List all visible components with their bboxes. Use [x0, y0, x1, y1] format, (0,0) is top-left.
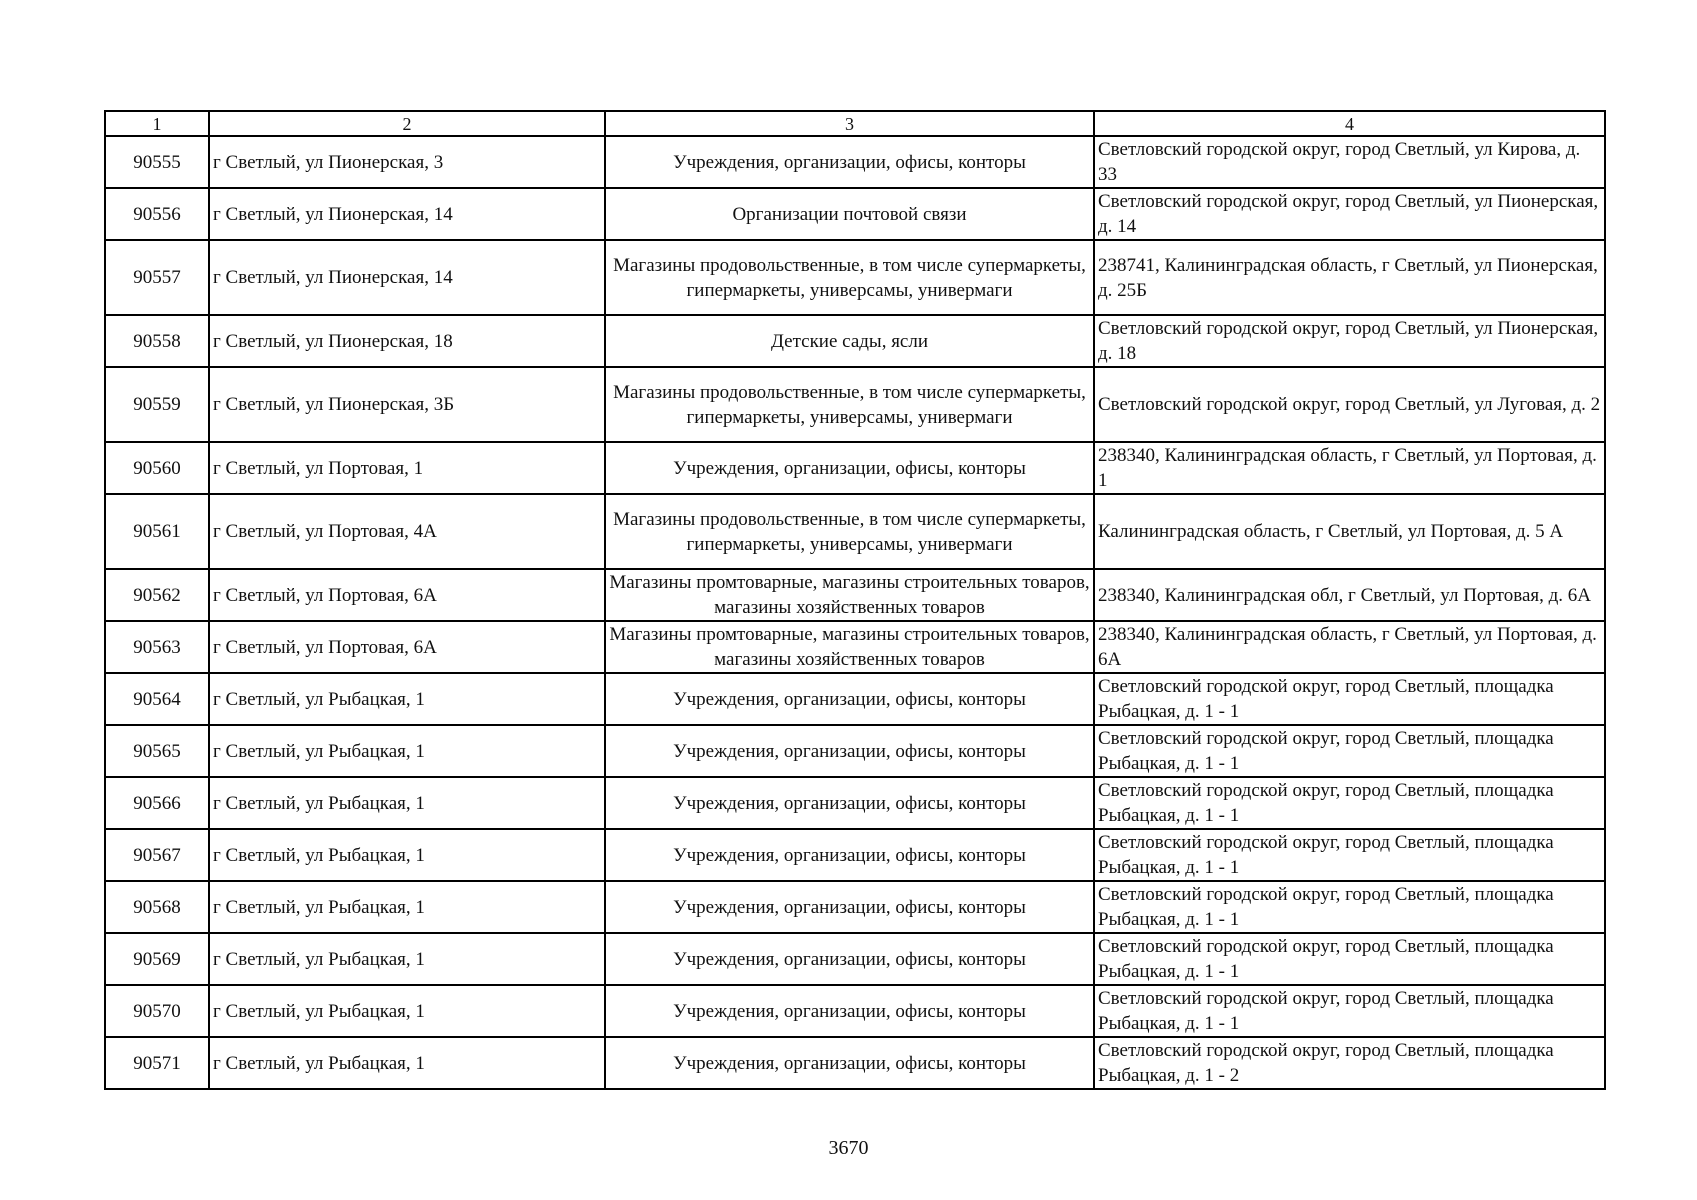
row-location: Светловский городской округ, город Светлый, площадка Рыбацкая, д. 1 - 1	[1094, 673, 1605, 725]
row-id: 90562	[105, 569, 209, 621]
row-address: г Светлый, ул Пионерская, 14	[209, 188, 605, 240]
row-address: г Светлый, ул Портовая, 1	[209, 442, 605, 494]
address-table	[104, 110, 1606, 1090]
table-row	[105, 315, 1605, 367]
row-id: 90557	[105, 240, 209, 315]
table-row	[105, 673, 1605, 725]
row-type: Учреждения, организации, офисы, конторы	[605, 1037, 1094, 1089]
row-address: г Светлый, ул Рыбацкая, 1	[209, 933, 605, 985]
table-row	[105, 829, 1605, 881]
row-location: Светловский городской округ, город Светлый, ул Луговая, д. 2	[1094, 367, 1605, 442]
row-id: 90570	[105, 985, 209, 1037]
row-location: 238340, Калининградская область, г Светлый, ул Портовая, д. 6А	[1094, 621, 1605, 673]
row-type: Учреждения, организации, офисы, конторы	[605, 673, 1094, 725]
row-type: Учреждения, организации, офисы, конторы	[605, 777, 1094, 829]
row-location: Светловский городской округ, город Светлый, площадка Рыбацкая, д. 1 - 1	[1094, 777, 1605, 829]
row-id: 90561	[105, 494, 209, 569]
row-address: г Светлый, ул Рыбацкая, 1	[209, 881, 605, 933]
row-type: Учреждения, организации, офисы, конторы	[605, 136, 1094, 188]
page-number: 3670	[828, 1137, 869, 1159]
row-location: Светловский городской округ, город Светлый, ул Кирова, д. 33	[1094, 136, 1605, 188]
row-address: г Светлый, ул Пионерская, 18	[209, 315, 605, 367]
row-type: Учреждения, организации, офисы, конторы	[605, 881, 1094, 933]
table-row	[105, 985, 1605, 1037]
table-row	[105, 621, 1605, 673]
row-type: Учреждения, организации, офисы, конторы	[605, 829, 1094, 881]
row-type: Магазины продовольственные, в том числе супермаркеты, гипермаркеты, универсамы, универмаги	[605, 367, 1094, 442]
row-address: г Светлый, ул Рыбацкая, 1	[209, 673, 605, 725]
table-row	[105, 367, 1605, 442]
row-location: 238741, Калининградская область, г Светлый, ул Пионерская, д. 25Б	[1094, 240, 1605, 315]
table-row	[105, 240, 1605, 315]
row-address: г Светлый, ул Портовая, 4А	[209, 494, 605, 569]
table-row	[105, 188, 1605, 240]
row-type: Учреждения, организации, офисы, конторы	[605, 933, 1094, 985]
row-id: 90556	[105, 188, 209, 240]
row-type: Учреждения, организации, офисы, конторы	[605, 725, 1094, 777]
table-row	[105, 881, 1605, 933]
row-address: г Светлый, ул Рыбацкая, 1	[209, 829, 605, 881]
row-id: 90560	[105, 442, 209, 494]
table-row	[105, 569, 1605, 621]
row-type: Магазины продовольственные, в том числе супермаркеты, гипермаркеты, универсамы, универмаги	[605, 494, 1094, 569]
row-id: 90559	[105, 367, 209, 442]
row-id: 90558	[105, 315, 209, 367]
row-location: 238340, Калининградская область, г Светлый, ул Портовая, д. 1	[1094, 442, 1605, 494]
table-row	[105, 725, 1605, 777]
row-type: Магазины продовольственные, в том числе супермаркеты, гипермаркеты, универсамы, универмаги	[605, 240, 1094, 315]
row-type: Магазины промтоварные, магазины строительных товаров, магазины хозяйственных товаров	[605, 621, 1094, 673]
table-row	[105, 777, 1605, 829]
row-id: 90565	[105, 725, 209, 777]
row-id: 90566	[105, 777, 209, 829]
table-row	[105, 136, 1605, 188]
row-id: 90569	[105, 933, 209, 985]
column-header-3: 3	[605, 111, 1094, 136]
row-location: Светловский городской округ, город Светлый, площадка Рыбацкая, д. 1 - 1	[1094, 829, 1605, 881]
row-location: 238340, Калининградская обл, г Светлый, ул Портовая, д. 6А	[1094, 569, 1605, 621]
header-row	[105, 111, 1605, 136]
row-address: г Светлый, ул Рыбацкая, 1	[209, 725, 605, 777]
row-address: г Светлый, ул Портовая, 6А	[209, 569, 605, 621]
row-id: 90555	[105, 136, 209, 188]
row-address: г Светлый, ул Пионерская, 3Б	[209, 367, 605, 442]
row-address: г Светлый, ул Рыбацкая, 1	[209, 985, 605, 1037]
row-address: г Светлый, ул Рыбацкая, 1	[209, 1037, 605, 1089]
row-address: г Светлый, ул Рыбацкая, 1	[209, 777, 605, 829]
row-type: Магазины промтоварные, магазины строительных товаров, магазины хозяйственных товаров	[605, 569, 1094, 621]
row-type: Учреждения, организации, офисы, конторы	[605, 985, 1094, 1037]
row-id: 90564	[105, 673, 209, 725]
row-location: Светловский городской округ, город Светлый, площадка Рыбацкая, д. 1 - 1	[1094, 881, 1605, 933]
row-location: Калининградская область, г Светлый, ул Портовая, д. 5 А	[1094, 494, 1605, 569]
row-location: Светловский городской округ, город Светлый, ул Пионерская, д. 18	[1094, 315, 1605, 367]
table-row	[105, 442, 1605, 494]
table-row	[105, 1037, 1605, 1089]
row-location: Светловский городской округ, город Светлый, ул Пионерская, д. 14	[1094, 188, 1605, 240]
column-header-1: 1	[105, 111, 209, 136]
row-type: Учреждения, организации, офисы, конторы	[605, 442, 1094, 494]
row-location: Светловский городской округ, город Светлый, площадка Рыбацкая, д. 1 - 1	[1094, 985, 1605, 1037]
row-location: Светловский городской округ, город Светлый, площадка Рыбацкая, д. 1 - 1	[1094, 725, 1605, 777]
row-location: Светловский городской округ, город Светлый, площадка Рыбацкая, д. 1 - 1	[1094, 933, 1605, 985]
row-address: г Светлый, ул Пионерская, 14	[209, 240, 605, 315]
row-id: 90568	[105, 881, 209, 933]
row-type: Детские сады, ясли	[605, 315, 1094, 367]
column-header-4: 4	[1094, 111, 1605, 136]
row-id: 90563	[105, 621, 209, 673]
row-id: 90571	[105, 1037, 209, 1089]
row-location: Светловский городской округ, город Светлый, площадка Рыбацкая, д. 1 - 2	[1094, 1037, 1605, 1089]
row-address: г Светлый, ул Портовая, 6А	[209, 621, 605, 673]
table-row	[105, 494, 1605, 569]
table-row	[105, 933, 1605, 985]
row-address: г Светлый, ул Пионерская, 3	[209, 136, 605, 188]
column-header-2: 2	[209, 111, 605, 136]
row-id: 90567	[105, 829, 209, 881]
row-type: Организации почтовой связи	[605, 188, 1094, 240]
